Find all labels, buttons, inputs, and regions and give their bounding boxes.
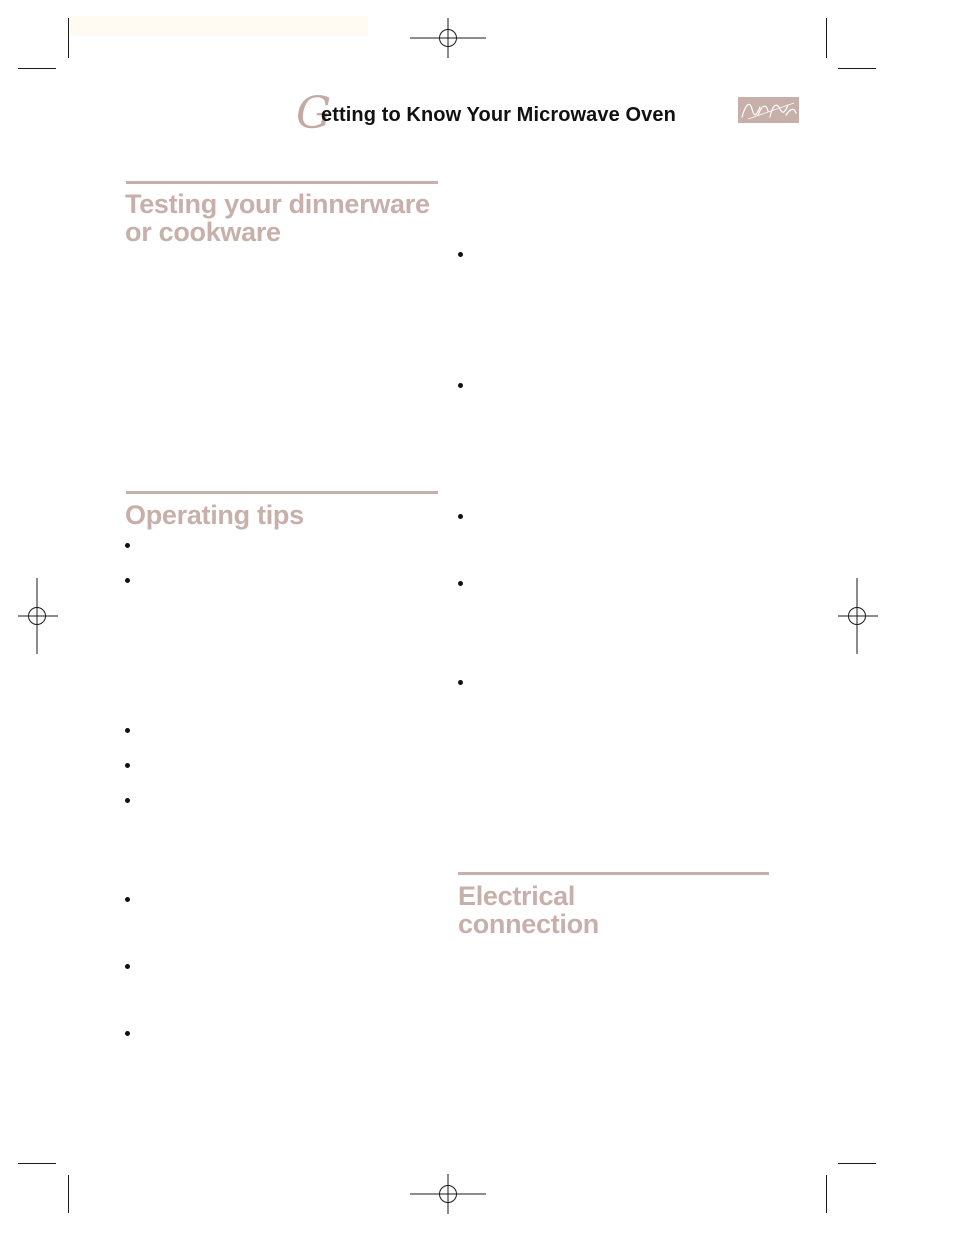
list-bullet [458, 514, 463, 519]
list-bullet [125, 578, 130, 583]
signature-logo-icon [738, 97, 799, 123]
crop-mark-top-left-v [68, 18, 69, 58]
header-title: etting to Know Your Microwave Oven [321, 104, 676, 126]
section-title-operating: Operating tips [125, 500, 304, 530]
crop-mark-bottom-right-v [826, 1175, 827, 1213]
list-bullet [125, 1031, 130, 1036]
crop-mark-bottom-left-v [68, 1175, 69, 1213]
registration-mark-top-icon [410, 18, 486, 58]
list-bullet [458, 680, 463, 685]
crop-mark-bottom-left-h [18, 1163, 56, 1164]
section-title-testing-line2: or cookware [125, 217, 281, 247]
header-initial-letter: G [296, 88, 332, 139]
crop-mark-bottom-right-h [838, 1163, 876, 1164]
section-title-testing [125, 190, 430, 246]
section-rule-operating [126, 491, 438, 494]
top-color-strip [70, 16, 368, 36]
list-bullet [125, 964, 130, 969]
section-title-electrical-line1: Electrical [458, 881, 576, 911]
section-title-electrical-line2: connection [458, 909, 600, 939]
list-bullet [458, 383, 463, 388]
list-bullet [458, 252, 463, 257]
crop-mark-top-right-v [826, 18, 827, 58]
crop-mark-top-left-h [18, 68, 56, 69]
registration-mark-bottom-icon [410, 1174, 486, 1214]
list-bullet [125, 897, 130, 902]
section-title-electrical [458, 882, 599, 938]
list-bullet [125, 798, 130, 803]
section-rule-testing [126, 181, 438, 184]
registration-mark-left-icon [18, 578, 58, 654]
list-bullet [125, 543, 130, 548]
list-bullet [125, 763, 130, 768]
list-bullet [125, 728, 130, 733]
list-bullet [458, 581, 463, 586]
section-rule-electrical [458, 872, 769, 875]
registration-mark-right-icon [838, 578, 878, 654]
section-title-testing-line1: Testing your dinnerware [125, 189, 430, 219]
crop-mark-top-right-h [838, 68, 876, 69]
